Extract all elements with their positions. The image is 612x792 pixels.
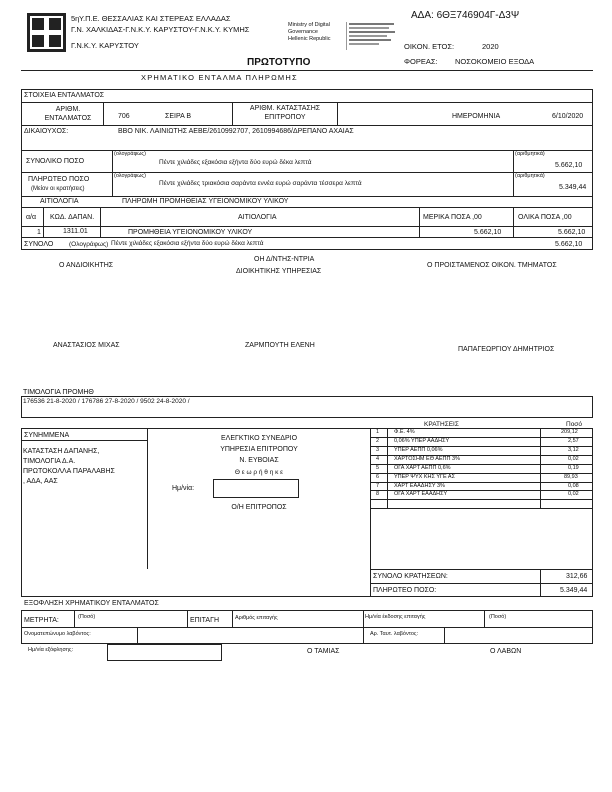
in-words-tag: (ολογράφως) xyxy=(114,151,146,157)
cheque-label: ΕΠΙΤΑΓΗ xyxy=(190,617,220,624)
col-code: ΚΩΔ. ΔΑΠΑΝ. xyxy=(50,214,95,221)
line-no: 1 xyxy=(37,229,41,236)
deduction-name-7: ΧΑΡΤ ΕΑΑΔΗΣΥ 3% xyxy=(394,483,445,489)
order-date: 6/10/2020 xyxy=(552,113,584,120)
in-numbers-tag: (αριθμητικά) xyxy=(515,151,545,157)
deduction-v-3: 3,12 xyxy=(568,447,579,453)
pay-date-field[interactable] xyxy=(107,644,222,661)
deduction-n-1: 1 xyxy=(376,429,380,435)
sum-words: Πέντε χιλιάδες εξακόσια εξήντα δύο ευρώ δέκα λεπτά xyxy=(111,240,264,247)
deduction-name-6: ΥΠΕΡ ΨΥΧ ΚΗΣ ΥΓΕ ΑΣ xyxy=(394,474,455,480)
date-label: ΗΜΕΡΟΜΗΝΙΑ xyxy=(452,113,501,120)
attachment-4: , ΑΔΑ, ΑΑΣ xyxy=(23,478,58,485)
cheque-amount[interactable]: (Ποσό) xyxy=(489,614,507,620)
attachment-1: ΚΑΤΑΣΤΑΣΗ ΔΑΠΑΝΗΣ, xyxy=(23,448,100,455)
fiscal-year: 2020 xyxy=(482,42,499,51)
deduction-n-5: 5 xyxy=(376,465,380,471)
deduction-n-2: 2 xyxy=(376,438,380,444)
payee: ΒΒΟ ΝΙΚ. ΛΑΙΝΙΩΤΗΣ ΑΕΒΕ/2610992707, 2610994686/ΔΡΕΠΑΝΟ ΑΧΑΙΑΣ xyxy=(118,128,354,135)
deduction-v-4: 0,02 xyxy=(568,456,579,462)
sum-total: 5.662,10 xyxy=(555,241,583,248)
deduction-name-2: 0,06% ΥΠΕΡ ΑΑΔΗΣΥ xyxy=(394,438,450,444)
order-section-title: ΣΤΟΙΧΕΙΑ ΕΝΤΑΛΜΑΤΟΣ xyxy=(24,92,105,99)
col-partial: ΜΕΡΙΚΑ ΠΟΣΑ ,00 xyxy=(423,214,482,221)
director-name: ΖΑΡΜΠΟΥΤΗ ΕΛΕΝΗ xyxy=(245,342,315,349)
deduction-v-7: 0,08 xyxy=(568,483,579,489)
signer-en-2: Governance xyxy=(288,29,318,35)
doc-title: ΧΡΗΜΑΤΙΚΟ ΕΝΤΑΛΜΑ ΠΛΗΡΩΜΗΣ xyxy=(141,73,298,82)
deduction-v-1: 209,12 xyxy=(561,429,578,435)
settlement-title: ΕΞΟΦΛΗΣΗ ΧΡΗΜΑΤΙΚΟΥ ΕΝΤΑΛΜΑΤΟΣ xyxy=(24,600,159,607)
audit-footer: Ο/Η ΕΠΙΤΡΟΠΟΣ xyxy=(231,504,287,511)
line-code: 1311.01 xyxy=(63,228,88,235)
invoices-text: 176536 21-8-2020 / 176786 27-8-2020 / 9502 24-8-2020 / xyxy=(23,398,190,405)
deduction-name-3: ΥΠΕΡ ΑΕΠΠ 0,06% xyxy=(394,447,443,453)
audit-l2: ΥΠΗΡΕΣΙΑ ΕΠΙΤΡΟΠΟΥ xyxy=(220,446,298,453)
org-line1: Υ.Π.Ε. ΘΕΣΣΑΛΙΑΣ ΚΑΙ ΣΤΕΡΕΑΣ ΕΛΛΑΔΑΣ xyxy=(79,14,231,23)
deduction-n-8: 8 xyxy=(376,491,380,497)
series-label: ΣΕΙΡΑ Β xyxy=(165,113,191,120)
issue-date[interactable]: Ημ/νία έκδοσης επιταγής xyxy=(365,614,426,620)
approval-number-label: ΑΡΙΘΜ. ΚΑΤΑΣΤΑΣΗΣ ΕΠΙΤΡΟΠΟΥ xyxy=(249,105,321,121)
agency-label: ΦΟΡΕΑΣ: xyxy=(404,57,438,66)
signer-en-3: Hellenic Republic xyxy=(288,36,331,42)
in-numbers-tag-2: (αριθμητικά) xyxy=(515,173,545,179)
deductions-total: 312,66 xyxy=(566,573,588,580)
payee-label: ΔΙΚΑΙΟΥΧΟΣ: xyxy=(24,128,69,135)
audit-date-label: Ημ/νία: xyxy=(172,485,195,492)
lower-box xyxy=(21,428,593,597)
signer-en-1: Ministry of Digital xyxy=(288,22,330,28)
receiver-name-label: Ονοματεπώνυμο λαβόντος: xyxy=(24,631,91,637)
agency: ΝΟΣΟΚΟΜΕΙΟ ΕΞΟΔΑ xyxy=(455,57,535,66)
cashier-label: Ο ΤΑΜΙΑΣ xyxy=(307,648,340,655)
deduction-n-3: 3 xyxy=(376,447,380,453)
sum-label: ΣΥΝΟΛΟ xyxy=(24,241,54,248)
line-partial: 5.662,10 xyxy=(474,229,502,236)
deduction-v-8: 0,02 xyxy=(568,491,579,497)
deduction-n-7: 7 xyxy=(376,483,380,489)
deduction-name-5: ΟΓΑ ΧΑΡΤ ΑΕΠΠ 0,6% xyxy=(394,465,451,471)
org-line2: Γ.Ν. ΧΑΛΚΙΔΑΣ-Γ.Ν.Κ.Υ. ΚΑΡΥΣΤΟΥ-Γ.Ν.Κ.Υ. ΚΥΜΗΣ xyxy=(71,25,250,34)
line-total: 5.662,10 xyxy=(558,229,586,236)
payable-number: 5.349,44 xyxy=(559,184,587,191)
director-title-2: ΔΙΟΙΚΗΤΙΚΗΣ ΥΠΗΡΕΣΙΑΣ xyxy=(236,268,322,275)
deduction-v-6: 89,93 xyxy=(564,474,578,480)
audit-l3: Ν. ΕΥΒΟΙΑΣ xyxy=(239,457,279,464)
head-name: ΠΑΠΑΓΕΩΡΓΙΟΥ ΔΗΜΗΤΡΙΟΣ xyxy=(458,346,555,353)
head-title: Ο ΠΡΟΙΣΤΑΜΕΝΟΣ ΟΙΚΟΝ. ΤΜΗΜΑΤΟΣ xyxy=(427,262,557,269)
org-prefix: 5η xyxy=(71,14,80,23)
deduction-v-5: 0,19 xyxy=(568,465,579,471)
deduction-v-2: 2,57 xyxy=(568,438,579,444)
deduction-name-1: Φ.Ε. 4% xyxy=(394,429,415,435)
director-title: ΟΗ Δ/ΝΤΗΣ-ΝΤΡΙΑ xyxy=(254,256,315,263)
payable-sub: (Μείον οι κρατήσεις) xyxy=(31,186,85,192)
cash-label: ΜΕΤΡΗΤΑ: xyxy=(24,617,59,624)
payable-label: ΠΛΗΡΩΤΕΟ ΠΟΣΟ xyxy=(28,176,90,183)
col-reason: ΑΙΤΙΟΛΟΓΙΑ xyxy=(238,214,277,221)
payable-words: Πέντε χιλιάδες τριακόσια σαράντα εννέα ευρώ σαράντα τέσσερα λεπτά xyxy=(159,180,362,187)
receiver-label: Ο ΛΑΒΩΝ xyxy=(490,648,522,655)
order-number: 706 xyxy=(118,113,130,120)
title-rule xyxy=(21,70,593,71)
total-number: 5.662,10 xyxy=(555,162,583,169)
pay-date-label: Ημ/νία εξόφλησης: xyxy=(28,647,74,653)
attachment-3: ΠΡΩΤΟΚΟΛΛΑ ΠΑΡΑΛΑΒΗΣ xyxy=(23,468,115,475)
receiver-id-label: Αρ. Ταυτ. λαβόντος: xyxy=(370,631,419,637)
col-total: ΟΛΙΚΑ ΠΟΣΑ ,00 xyxy=(518,214,572,221)
deductions-payable: 5.349,44 xyxy=(560,587,588,594)
deductions-total-label: ΣΥΝΟΛΟ ΚΡΑΤΗΣΕΩΝ: xyxy=(373,573,448,580)
fiscal-year-label: ΟΙΚΟΝ. ΕΤΟΣ: xyxy=(404,42,455,51)
ada-code: ΑΔΑ: 6ΘΞ746904Γ-Δ3Ψ xyxy=(411,10,520,21)
invoices-label: ΤΙΜΟΛΟΓΙΑ ΠΡΟΜΗΘ xyxy=(23,389,94,396)
total-label: ΣΥΝΟΛΙΚΟ ΠΟΣΟ xyxy=(26,158,85,165)
deduction-name-4: ΧΑΡΤΟΣΗΜ ΕΘ ΑΕΠΠ 3% xyxy=(394,456,460,462)
line-desc: ΠΡΟΜΗΘΕΙΑ ΥΓΕΙΟΝΟΜΙΚΟΥ ΥΛΙΚΟΥ xyxy=(128,229,253,236)
audit-l4: Θ ε ω ρ ή θ η κ ε xyxy=(234,469,284,476)
deduction-n-4: 4 xyxy=(376,456,380,462)
in-words-tag-2: (ολογράφως) xyxy=(114,173,146,179)
audit-l1: ΕΛΕΓΚΤΙΚΟ ΣΥΝΕΔΡΙΟ xyxy=(220,435,298,442)
logo xyxy=(27,13,66,52)
deduction-name-8: ΟΓΑ ΧΑΡΤ ΕΑΑΔΗΣΥ xyxy=(394,491,448,497)
digital-signature-block xyxy=(346,22,398,50)
reason-label: ΑΙΤΙΟΛΟΓΙΑ xyxy=(40,198,79,205)
order-number-label: ΑΡΙΘΜ. ΕΝΤΑΛΜΑΤΟΣ xyxy=(44,106,92,122)
deductions-amount-header: Ποσό xyxy=(566,421,582,428)
total-words: Πέντε χιλιάδες εξακόσια εξήντα δύο ευρώ δέκα λεπτά xyxy=(159,159,312,166)
reason: ΠΛΗΡΩΜΗ ΠΡΟΜΗΘΕΙΑΣ ΥΓΕΙΟΝΟΜΙΚΟΥ ΥΛΙΚΟΥ xyxy=(122,198,289,205)
deductions-title: ΚΡΑΤΗΣΕΙΣ xyxy=(424,421,459,428)
attachments-label: ΣΥΝΗΜΜΕΝΑ xyxy=(24,432,70,439)
deduction-n-6: 6 xyxy=(376,474,380,480)
col-aa: α/α xyxy=(26,214,37,221)
sum-words-label: (Ολογράφως) xyxy=(69,241,109,248)
attachment-2: ΤΙΜΟΛΟΓΙΑ Δ.Α. xyxy=(23,458,76,465)
auditor-name: ΑΝΑΣΤΑΣΙΟΣ ΜΙΧΑΣ xyxy=(53,342,120,349)
cash-amount[interactable]: (Ποσό) xyxy=(78,614,96,620)
original-label: ΠΡΩΤΟΤΥΠΟ xyxy=(247,57,311,68)
cheque-number[interactable]: Αριθμός επιταγής xyxy=(235,615,278,621)
auditor-title: Ο ΑΝΔΙΟΙΚΗΤΗΣ xyxy=(59,262,114,269)
org-line3: Γ.Ν.Κ.Υ. ΚΑΡΥΣΤΟΥ xyxy=(71,41,139,50)
deductions-payable-label: ΠΛΗΡΩΤΕΟ ΠΟΣΟ: xyxy=(373,587,437,594)
audit-date-field[interactable] xyxy=(213,479,299,498)
